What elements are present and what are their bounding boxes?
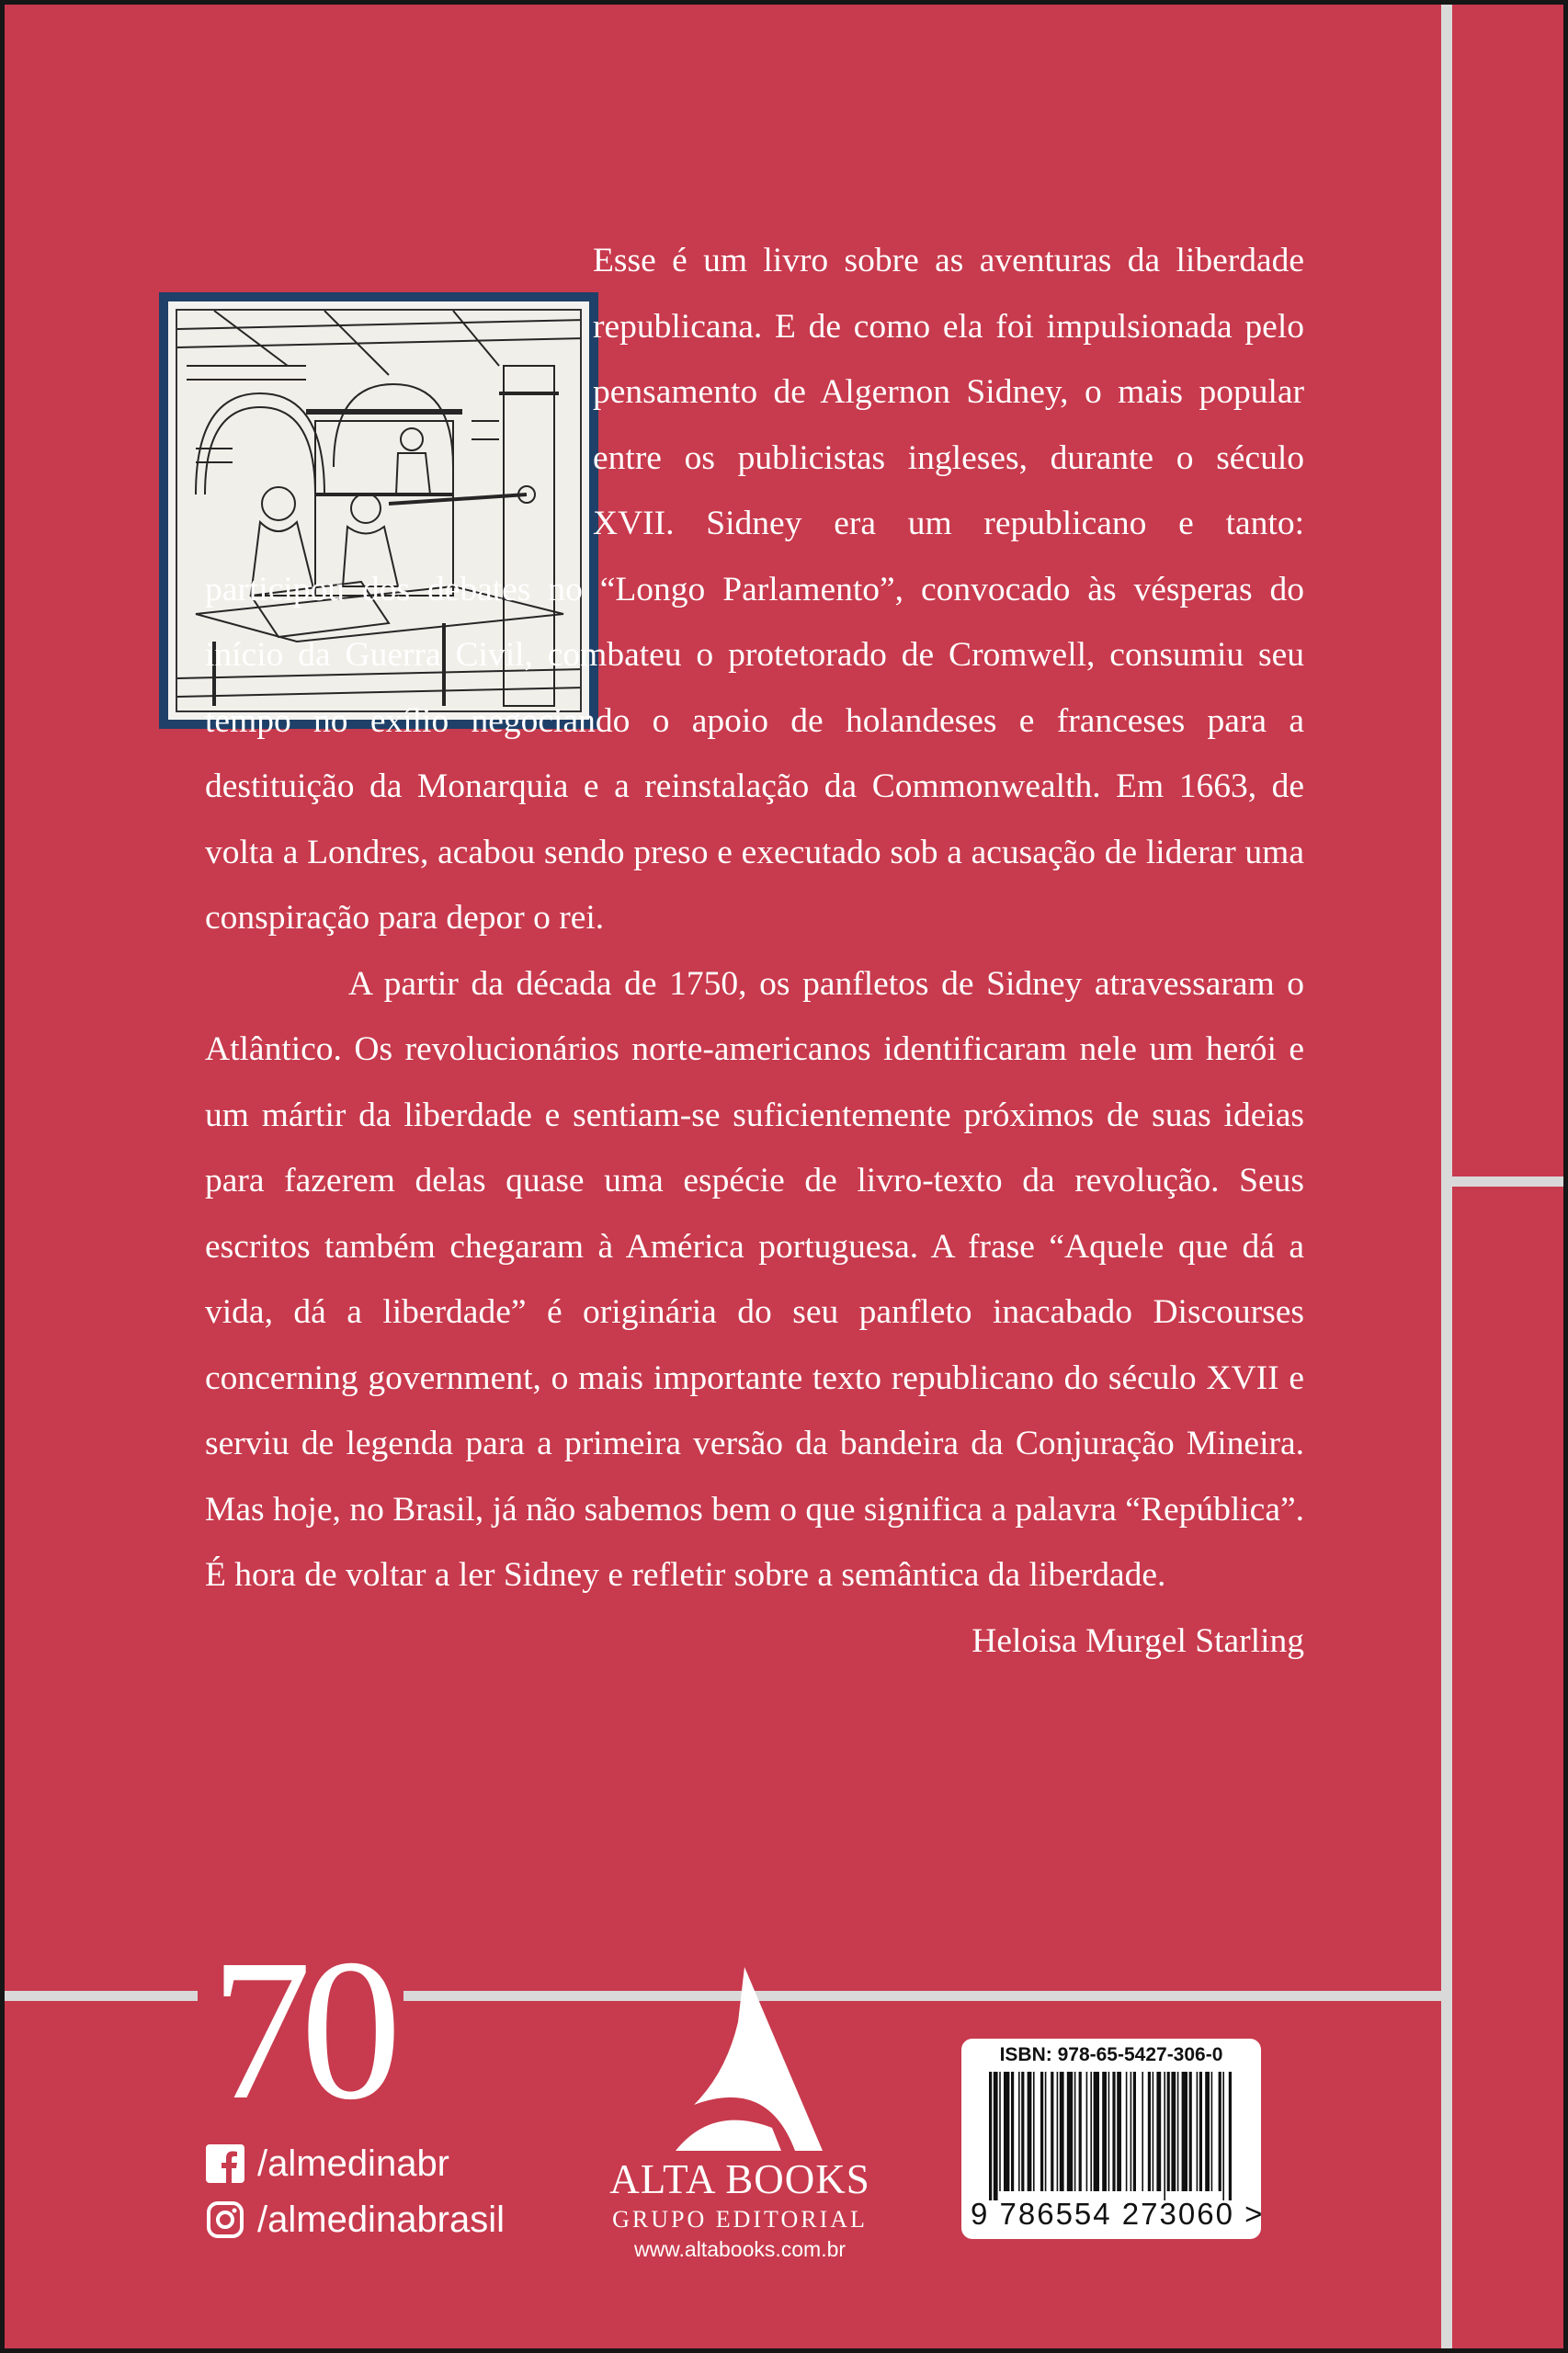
illustration-spacer [159,0,593,522]
publisher-block [607,1967,873,2262]
instagram-link[interactable] [206,2197,505,2243]
publisher-name: ALTA BOOKS [609,2156,870,2202]
vertical-divider [1441,0,1452,2353]
facebook-link[interactable] [206,2141,449,2187]
facebook-handle: /almedinabr [257,2143,450,2184]
right-horizontal-divider [1452,1176,1568,1187]
publisher-subtitle: GRUPO EDITORIAL [612,2206,868,2233]
blurb-paragraph-2: A partir da década de 1750, os panfletos de Sidney atravessaram o Atlântico. Os revolucionários norte-americanos identificaram nele um herói e um mártir da liberdade e sentiam-se suficientemente próximos de suas ideias para fazerem delas quase uma espécie de livro-texto da revolução. Seus escritos também chegaram à América portuguesa. A frase “Aquele que dá a vida, dá a liberdade” é originária do seu panfleto inacabado Discourses concerning government, o mais importante texto republicano do século XVII e serviu de legenda para a primeira versão da bandeira da Conjuração Mineira. Mas hoje, no Brasil, já não sabemos bem o que significa a palavra “República”. É hora de voltar a ler Sidney e refletir sobre a semântica da liberdade. [205,964,1304,1594]
facebook-icon [206,2144,244,2183]
instagram-handle: /almedinabrasil [257,2199,506,2240]
blurb-paragraph-1: Esse é um livro sobre as aventuras da liberdade republicana. E de como ela foi impulsionada pelo pensamento de Algernon Sidney, o mais popular entre os publicistas ingleses, durante o século XVII. Sidney era um republicano e tanto: participou dos debates no “Longo Parlamento”, convocado às vésperas do início da Guerra Civil, combateu o protetorado de Cromwell, consumiu seu tempo no exílio negociando o apoio de holandeses e franceses para a destituição da Monarquia e a reinstalação da Commonwealth. Em 1663, de volta a Londres, acabou sendo preso e executado sob a acusação de liderar uma conspiração para depor o rei. [205,242,1304,937]
author-signature: Heloisa Murgel Starling [971,1621,1304,1660]
publisher-url[interactable]: www.altabooks.com.br [633,2237,846,2261]
barcode-digits: 9 786554 273060 > [971,2197,1265,2231]
alta-books-logo-icon [657,1967,823,2151]
back-cover-blurb [205,228,1304,1674]
isbn-label: ISBN: 978-65-5427-306-0 [999,2044,1223,2065]
isbn-barcode [961,2039,1265,2239]
instagram-icon [206,2200,244,2239]
series-number: 70 [198,1928,403,2131]
